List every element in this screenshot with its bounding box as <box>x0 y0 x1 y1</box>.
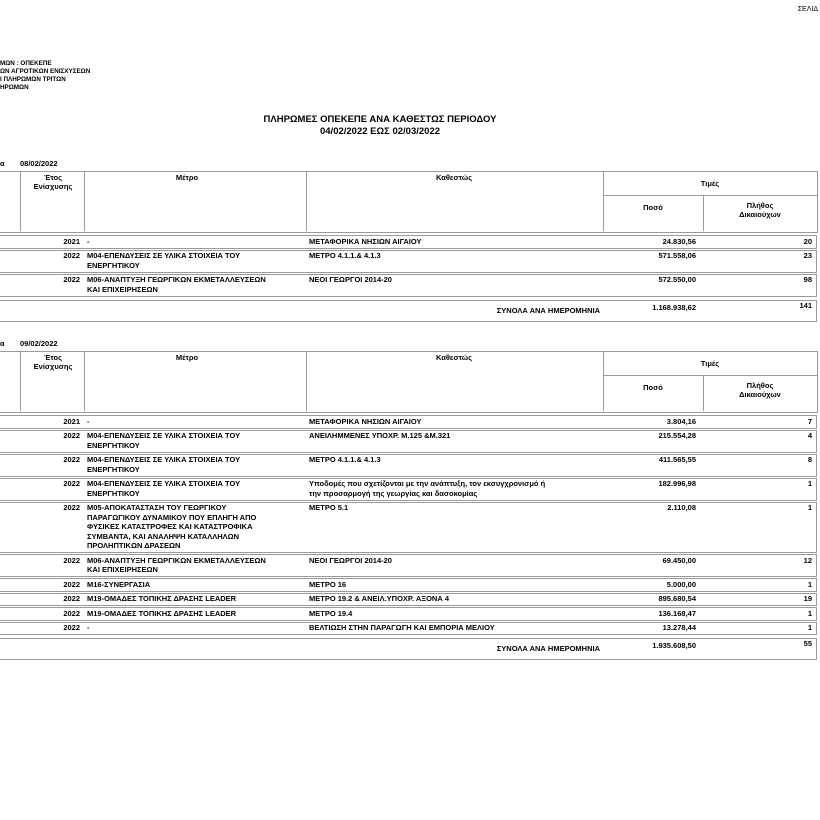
scheme-cell: ΝΕΟΙ ΓΕΩΡΓΟΙ 2014-20 <box>309 555 392 565</box>
count-cell: 19 <box>803 594 812 603</box>
year-cell: 2022 <box>63 503 80 512</box>
scheme-cell: ΜΕΤΡΟ 19.2 & ΑΝΕΙΛ.ΥΠΟΧΡ. ΑΞΟΝΑ 4 <box>309 594 450 603</box>
report-period: 04/02/2022 ΕΩΣ 02/03/2022 <box>319 126 441 137</box>
measure-cell: - <box>87 623 90 632</box>
header-measure: Μέτρο <box>175 173 199 182</box>
header-scheme: Καθεστώς <box>436 173 472 182</box>
amount-cell: 5.000,00 <box>666 579 696 589</box>
measure-cell: ΠΡΟΛΗΠΤΙΚΩΝ ΔΡΑΣΕΩΝ <box>87 541 181 550</box>
header-divider <box>603 375 817 376</box>
header-year-line2: Ενίσχυσης <box>33 182 73 191</box>
year-cell: 2022 <box>63 431 80 440</box>
amount-cell: 572.550,00 <box>658 275 696 284</box>
header-values: Τιμές <box>700 359 720 368</box>
date-prefix: α <box>0 339 5 348</box>
org-line: Ι ΠΛΗΡΩΜΩΝ ΤΡΙΤΩΝ <box>0 76 66 83</box>
org-line: ΩΝ ΑΓΡΟΤΙΚΩΝ ΕΝΙΣΧΥΣΕΩΝ <box>0 68 91 75</box>
count-cell: 20 <box>803 236 812 246</box>
year-cell: 2022 <box>63 608 80 618</box>
measure-cell: ΦΥΣΙΚΕΣ ΚΑΤΑΣΤΡΟΦΕΣ ΚΑΙ ΚΑΤΑΣΤΡΟΦΙΚΑ <box>87 522 253 531</box>
count-cell: 1 <box>807 623 812 632</box>
scheme-cell: ΜΕΤΡΟ 4.1.1.& 4.1.3 <box>309 251 381 260</box>
org-line: ΗΡΩΜΩΝ <box>0 84 29 91</box>
amount-cell: 411.565,55 <box>658 455 696 464</box>
year-cell: 2021 <box>63 236 80 246</box>
count-cell: 1 <box>807 579 812 589</box>
totals-amount: 1.168.938,62 <box>652 302 696 312</box>
header-year-line2: Ενίσχυσης <box>33 362 73 371</box>
year-cell: 2022 <box>63 594 80 603</box>
measure-cell: Μ05-ΑΠΟΚΑΤΑΣΤΑΣΗ ΤΟΥ ΓΕΩΡΓΙΚΟΥ <box>87 503 227 512</box>
header-divider <box>306 171 307 231</box>
report-title: ΠΛΗΡΩΜΕΣ ΟΠΕΚΕΠΕ ΑΝΑ ΚΑΘΕΣΤΩΣ ΠΕΡΙΟΔΟΥ <box>263 114 497 125</box>
header-count-line2: Δικαιούχων <box>739 210 781 219</box>
header-amount: Ποσό <box>643 203 663 212</box>
org-line: ΜΩΝ : ΟΠΕΚΕΠΕ <box>0 60 52 67</box>
header-divider <box>84 351 85 411</box>
header-year-line1: Έτος <box>43 353 63 362</box>
header-count-line1: Πλήθος <box>746 381 774 390</box>
amount-cell: 13.278,44 <box>662 623 696 632</box>
count-cell: 23 <box>803 251 812 260</box>
header-count <box>703 381 817 399</box>
header-year <box>22 353 84 371</box>
measure-cell: ΚΑΙ ΕΠΙΧΕΙΡΗΣΕΩΝ <box>87 284 158 294</box>
measure-cell: Μ19-ΟΜΑΔΕΣ ΤΟΠΙΚΗΣ ΔΡΑΣΗΣ LEADER <box>87 608 237 618</box>
header-values: Τιμές <box>700 179 720 188</box>
amount-cell: 215.554,28 <box>658 431 696 440</box>
amount-cell: 69.450,00 <box>662 555 696 565</box>
measure-cell: Μ19-ΟΜΑΔΕΣ ΤΟΠΙΚΗΣ ΔΡΑΣΗΣ LEADER <box>87 594 237 603</box>
year-cell: 2022 <box>63 479 80 488</box>
scheme-cell: ΒΕΛΤΙΩΣΗ ΣΤΗΝ ΠΑΡΑΓΩΓΗ ΚΑΙ ΕΜΠΟΡΙΑ ΜΕΛΙΟΥ <box>309 623 495 632</box>
measure-cell: Μ04-ΕΠΕΝΔΥΣΕΙΣ ΣΕ ΥΛΙΚΑ ΣΤΟΙΧΕΙΑ ΤΟΥ <box>87 479 241 488</box>
amount-cell: 3.804,16 <box>666 416 696 426</box>
scheme-cell: ΜΕΤΡΟ 16 <box>309 579 347 589</box>
measure-cell: Μ06-ΑΝΑΠΤΥΞΗ ΓΕΩΡΓΙΚΩΝ ΕΚΜΕΤΑΛΛΕΥΣΕΩΝ <box>87 555 266 565</box>
year-cell: 2022 <box>63 623 80 632</box>
amount-cell: 895.680,54 <box>658 594 696 603</box>
amount-cell: 182.996,98 <box>658 479 696 488</box>
totals-count: 141 <box>799 300 812 310</box>
count-cell: 7 <box>807 416 812 426</box>
amount-cell: 571.558,06 <box>658 251 696 260</box>
measure-cell: - <box>87 416 90 426</box>
header-scheme: Καθεστώς <box>436 353 472 362</box>
measure-cell: ΚΑΙ ΕΠΙΧΕΙΡΗΣΕΩΝ <box>87 565 158 574</box>
year-cell: 2022 <box>63 579 80 589</box>
header-count-line2: Δικαιούχων <box>739 390 781 399</box>
scheme-cell: Υποδομές που σχετίζονται με την ανάπτυξη, τον εκσυγχρονισμό ή <box>309 479 546 488</box>
year-cell: 2022 <box>63 555 80 565</box>
payment-date: 09/02/2022 <box>20 339 58 348</box>
year-cell: 2022 <box>63 251 80 260</box>
count-cell: 4 <box>807 431 812 440</box>
count-cell: 12 <box>803 555 812 565</box>
measure-cell: Μ04-ΕΠΕΝΔΥΣΕΙΣ ΣΕ ΥΛΙΚΑ ΣΤΟΙΧΕΙΑ ΤΟΥ <box>87 431 241 440</box>
count-cell: 8 <box>807 455 812 464</box>
amount-cell: 136.168,47 <box>658 608 696 618</box>
header-year-line1: Έτος <box>43 173 63 182</box>
totals-label: ΣΥΝΟΛΑ ΑΝΑ ΗΜΕΡΟΜΗΝΙΑ <box>496 644 600 653</box>
count-cell: 1 <box>807 479 812 488</box>
measure-cell: Μ04-ΕΠΕΝΔΥΣΕΙΣ ΣΕ ΥΛΙΚΑ ΣΤΟΙΧΕΙΑ ΤΟΥ <box>87 455 241 464</box>
count-cell: 1 <box>807 608 812 618</box>
scheme-cell: ΑΝΕΙΛΗΜΜΕΝΕΣ ΥΠΟΧΡ. Μ.125 &Μ.321 <box>309 431 451 440</box>
year-cell: 2022 <box>63 275 80 284</box>
header-count-line1: Πλήθος <box>746 201 774 210</box>
measure-cell: Μ16-ΣΥΝΕΡΓΑΣΙΑ <box>87 579 151 589</box>
scheme-cell: ΜΕΤΑΦΟΡΙΚΑ ΝΗΣΙΩΝ ΑΙΓΑΙΟΥ <box>309 236 422 246</box>
measure-cell: ΠΑΡΑΓΩΓΙΚΟΥ ΔΥΝΑΜΙΚΟΥ ΠΟΥ ΕΠΛΗΓΗ ΑΠΟ <box>87 512 257 522</box>
header-amount: Ποσό <box>643 383 663 392</box>
measure-cell: ΕΝΕΡΓΗΤΙΚΟΥ <box>87 464 140 474</box>
amount-cell: 2.110,08 <box>667 503 696 512</box>
scheme-cell: την προσαρμογή της γεωργίας και δασοκομίας <box>309 488 478 498</box>
header-year <box>22 173 84 191</box>
count-cell: 1 <box>807 503 812 512</box>
page-label: ΣΕΛΙΔ <box>797 6 818 13</box>
scheme-cell: ΜΕΤΡΟ 4.1.1.& 4.1.3 <box>309 455 381 464</box>
totals-amount: 1.935.608,50 <box>652 641 696 650</box>
totals-count: 55 <box>803 639 812 648</box>
measure-cell: Μ04-ΕΠΕΝΔΥΣΕΙΣ ΣΕ ΥΛΙΚΑ ΣΤΟΙΧΕΙΑ ΤΟΥ <box>87 251 241 260</box>
measure-cell: ΕΝΕΡΓΗΤΙΚΟΥ <box>87 488 140 498</box>
scheme-cell: ΜΕΤΡΟ 19.4 <box>309 608 353 618</box>
scheme-cell: ΜΕΤΡΟ 5.1 <box>309 503 349 512</box>
measure-cell: ΕΝΕΡΓΗΤΙΚΟΥ <box>87 440 140 450</box>
header-divider <box>603 195 817 196</box>
measure-cell: - <box>87 236 90 246</box>
measure-cell: ΕΝΕΡΓΗΤΙΚΟΥ <box>87 260 140 270</box>
totals-label: ΣΥΝΟΛΑ ΑΝΑ ΗΜΕΡΟΜΗΝΙΑ <box>496 305 600 315</box>
org-header <box>0 60 90 92</box>
measure-cell: ΣΥΜΒΑΝΤΑ, ΚΑΙ ΑΝΑΛΗΨΗ ΚΑΤΑΛΛΗΛΩΝ <box>87 531 240 541</box>
header-count <box>703 201 817 219</box>
header-measure: Μέτρο <box>175 353 199 362</box>
header-divider <box>84 171 85 231</box>
payment-date: 08/02/2022 <box>20 159 58 168</box>
header-divider <box>20 351 21 411</box>
scheme-cell: ΝΕΟΙ ΓΕΩΡΓΟΙ 2014-20 <box>309 275 392 284</box>
header-divider <box>306 351 307 411</box>
amount-cell: 24.830,56 <box>662 236 696 246</box>
date-prefix: α <box>0 159 5 168</box>
measure-cell: Μ06-ΑΝΑΠΤΥΞΗ ΓΕΩΡΓΙΚΩΝ ΕΚΜΕΤΑΛΛΕΥΣΕΩΝ <box>87 275 266 284</box>
year-cell: 2021 <box>63 416 80 426</box>
header-divider <box>20 171 21 231</box>
scheme-cell: ΜΕΤΑΦΟΡΙΚΑ ΝΗΣΙΩΝ ΑΙΓΑΙΟΥ <box>309 416 422 426</box>
count-cell: 98 <box>803 275 812 284</box>
year-cell: 2022 <box>63 455 80 464</box>
